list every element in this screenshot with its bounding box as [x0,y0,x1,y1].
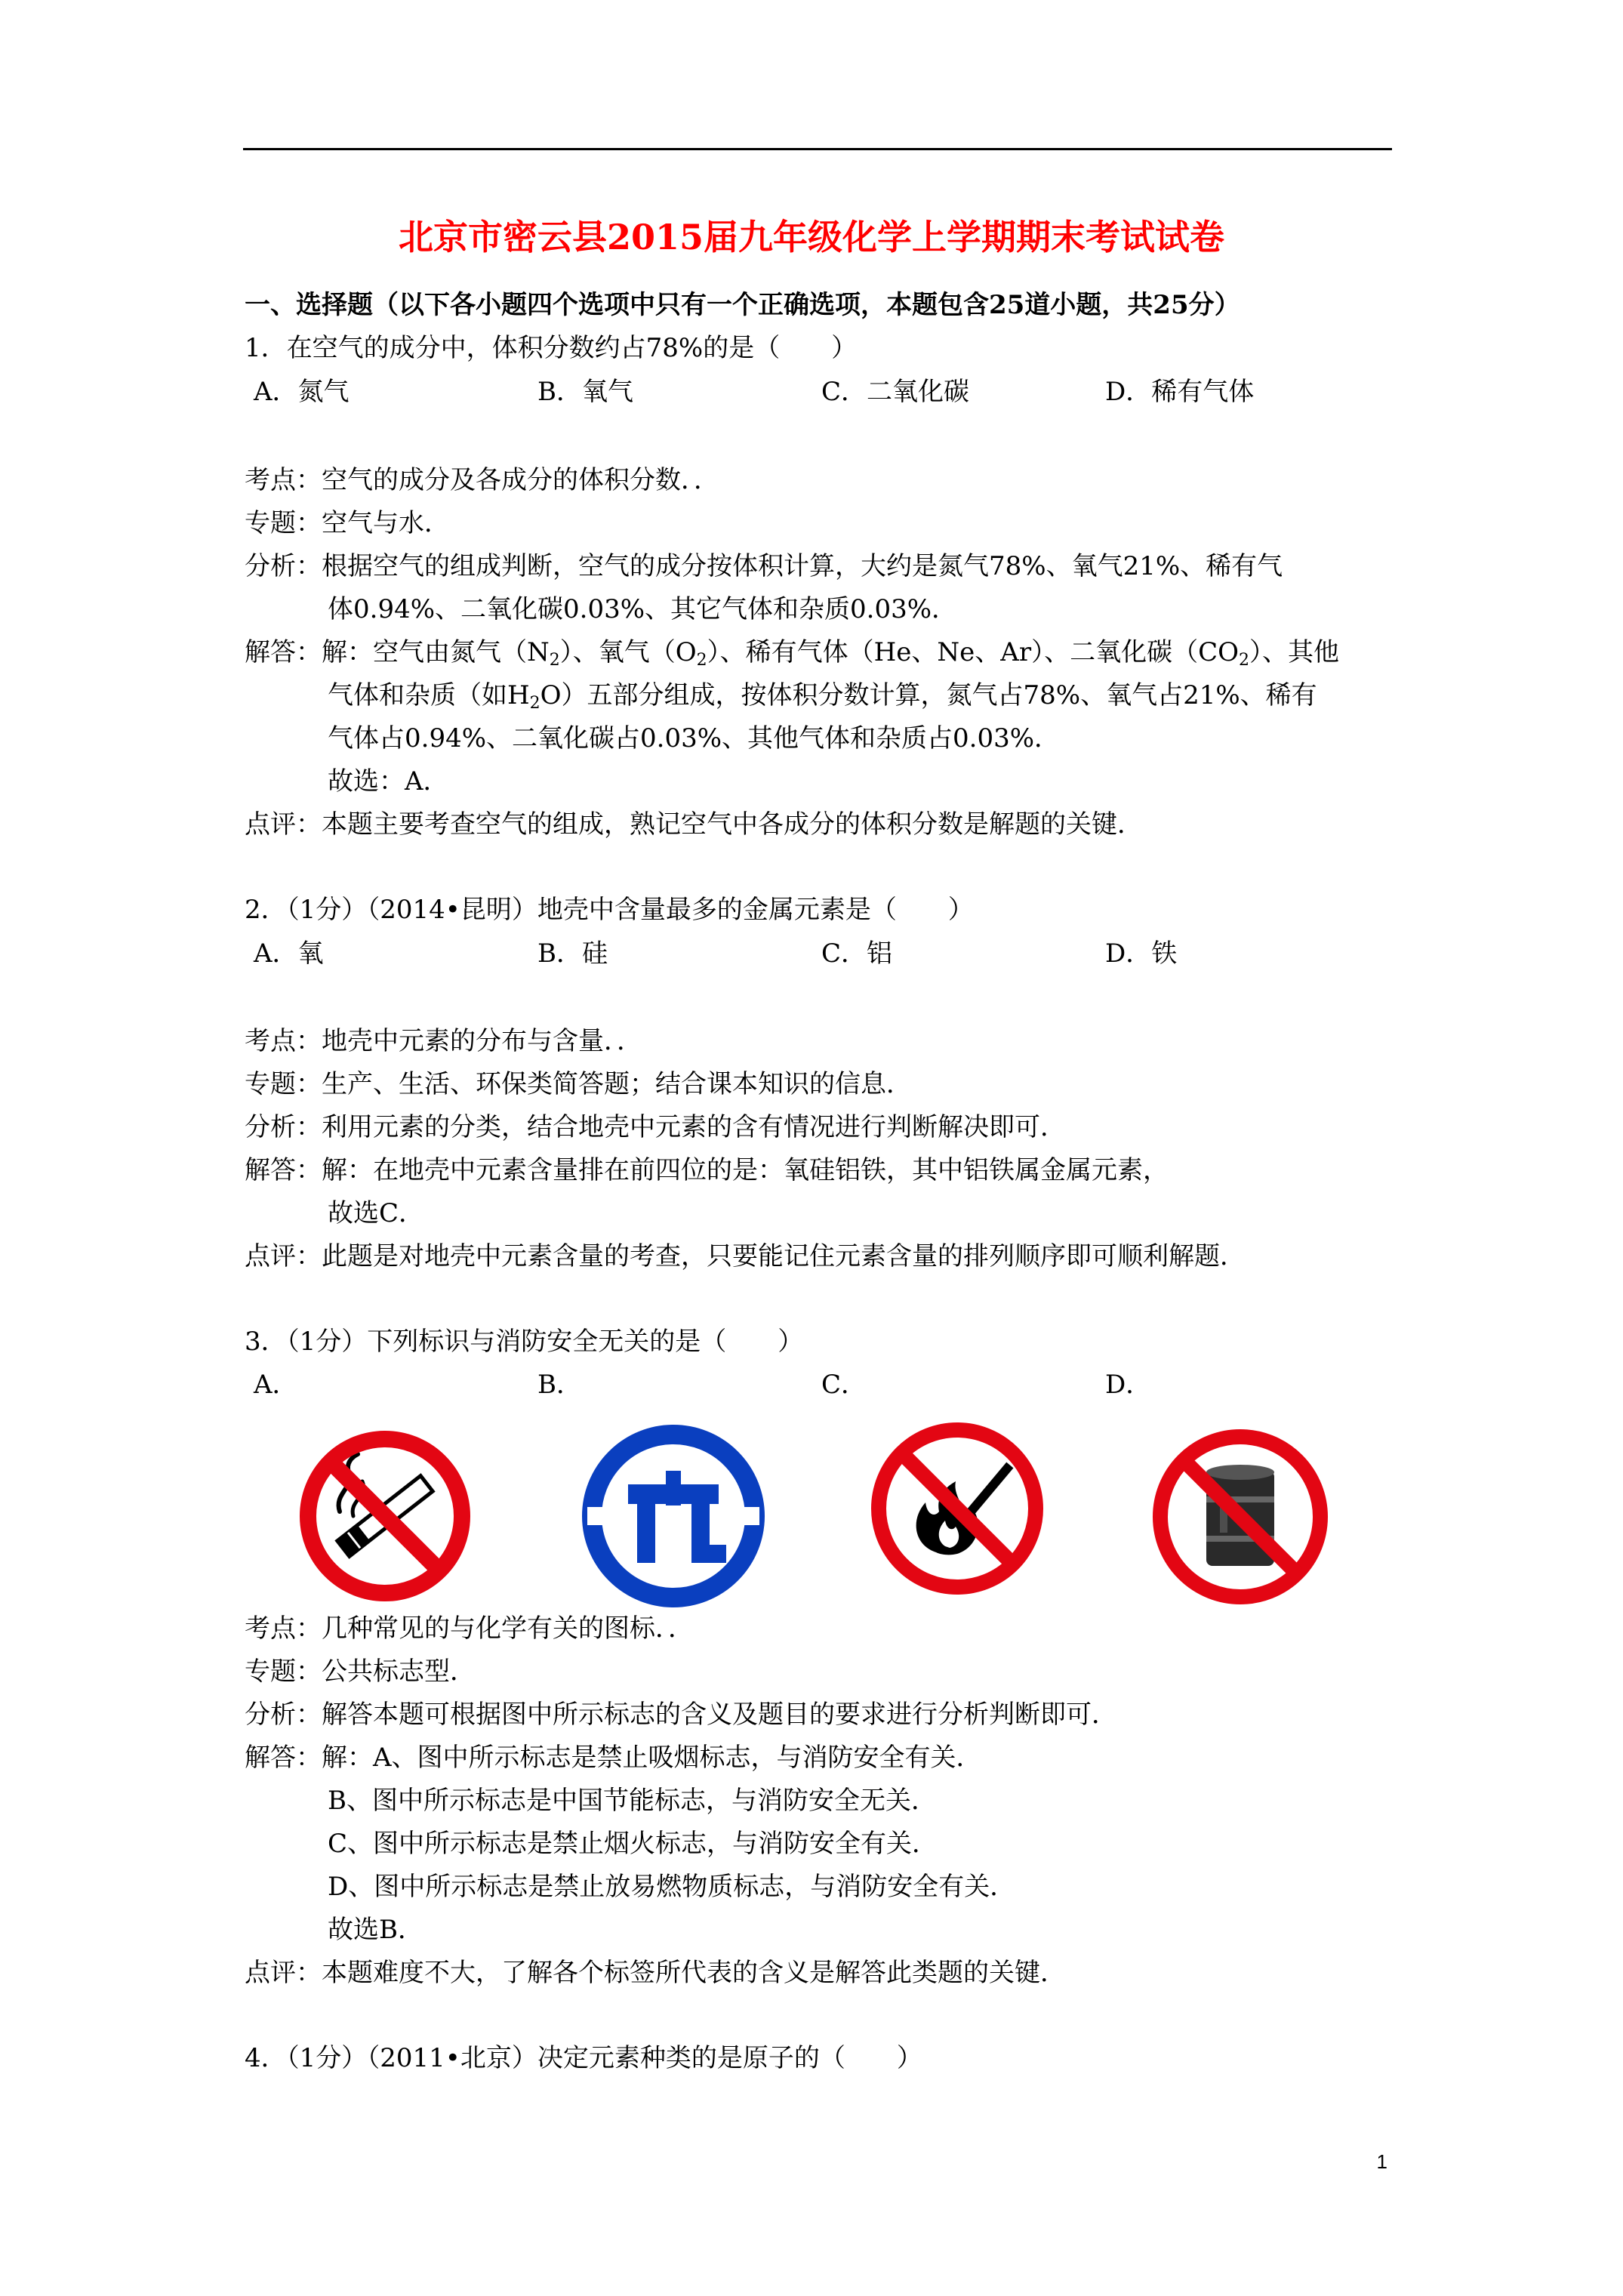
q1-fenxi-cont: 体0.94%、二氧化碳0.03%、其它气体和杂质0.03%． [328,594,958,624]
q1-jieda: 解答：解：空气由氮气$(N_2)$、氧气$(O_2)$、稀有气体（He、Ne、Ar）、二氧化碳$(CO_2)$、其他 [245,637,1339,670]
q2-kaodian: 考点：地壳中元素的分布与含量．． [245,1026,642,1056]
energy-saving-sign-icon [581,1424,765,1608]
page-title: 北京市密云县2015届九年级化学上学期期末考试试卷 [398,217,1225,257]
q1-option-b: B．氧气 [537,377,633,407]
no-smoking-sign-icon [296,1427,474,1605]
q1-jieda-line3: 气体占0.94%、二氧化碳占0.03%、其他气体和杂质占0.03%． [328,723,1061,754]
q3-option-a: A． [254,1370,298,1400]
q1-fenxi: 分析：根据空气的组成判断，空气的成分按体积计算，大约是氮气78%、氧气21%、稀有气 [245,551,1283,581]
q2-option-c: C．铝 [821,938,893,969]
q3-dianping: 点评：本题难度不大，了解各个标签所代表的含义是解答此类题的关键． [245,1958,1066,1988]
no-fire-sign-icon [867,1418,1048,1599]
q2-dianping: 点评：此题是对地壳中元素含量的考查，只要能记住元素含量的排列顺序即可顺利解题． [245,1241,1246,1271]
header-rule [243,148,1392,150]
q1-zhuanti: 专题：空气与水． [245,508,450,538]
q3-jieda-d: D、图中所示标志是禁止放易燃物质标志，与消防安全有关． [328,1872,1016,1902]
q1-dianping: 点评：本题主要考查空气的组成，熟记空气中各成分的体积分数是解题的关键． [245,809,1143,840]
q2-fenxi: 分析：利用元素的分类，结合地壳中元素的含有情况进行判断解决即可． [245,1112,1066,1142]
q3-answer: 故选B． [328,1915,423,1945]
q2-answer: 故选C． [328,1198,425,1228]
q2-zhuanti: 专题：生产、生活、环保类简答题；结合课本知识的信息． [245,1069,912,1099]
q3-fenxi: 分析：解答本题可根据图中所示标志的含义及题目的要求进行分析判断即可． [245,1700,1117,1730]
q3-option-c: C． [821,1370,867,1400]
q3-stem: 3．（1分）下列标识与消防安全无关的是（ ） [245,1327,804,1357]
q3-jieda: 解答：解：A、图中所示标志是禁止吸烟标志，与消防安全有关． [245,1743,982,1773]
no-flammable-sign-icon [1147,1424,1333,1610]
q1-answer: 故选：A． [328,766,449,797]
q2-option-b: B．硅 [537,938,608,969]
section-heading: 一、选择题（以下各小题四个选项中只有一个正确选项，本题包含25道小题，共25分） [245,290,1240,320]
q1-option-d: D．稀有气体 [1105,377,1255,407]
q3-zhuanti: 专题：公共标志型． [245,1657,476,1687]
q1-stem: 1．在空气的成分中，体积分数约占78%的是（ ） [245,333,858,363]
q1-option-c: C．二氧化碳 [821,377,970,407]
q3-kaodian: 考点：几种常见的与化学有关的图标．． [245,1613,694,1644]
q3-jieda-b: B、图中所示标志是中国节能标志，与消防安全无关． [328,1786,937,1816]
q2-option-a: A．氧 [254,938,324,969]
q1-kaodian: 考点：空气的成分及各成分的体积分数．． [245,465,719,495]
q2-jieda: 解答：解：在地壳中元素含量排在前四位的是：氧硅铝铁，其中铝铁属金属元素， [245,1155,1169,1185]
q1-option-a: A．氮气 [254,377,350,407]
q3-option-d: D． [1105,1370,1152,1400]
q1-jieda-line2: 气体和杂质（如$H_2O$）五部分组成，按体积分数计算，氮气占78%、氧气占21%、稀有 [328,680,1317,713]
q4-stem: 4．（1分）（2011•北京）决定元素种类的是原子的（ ） [245,2043,922,2073]
q3-jieda-c: C、图中所示标志是禁止烟火标志，与消防安全有关． [328,1829,938,1859]
q2-stem: 2．（1分）（2014•昆明）地壳中含量最多的金属元素是（ ） [245,895,974,925]
q3-option-b: B． [537,1370,582,1400]
q2-option-d: D．铁 [1105,938,1178,969]
page-number: 1 [1376,2150,1387,2173]
